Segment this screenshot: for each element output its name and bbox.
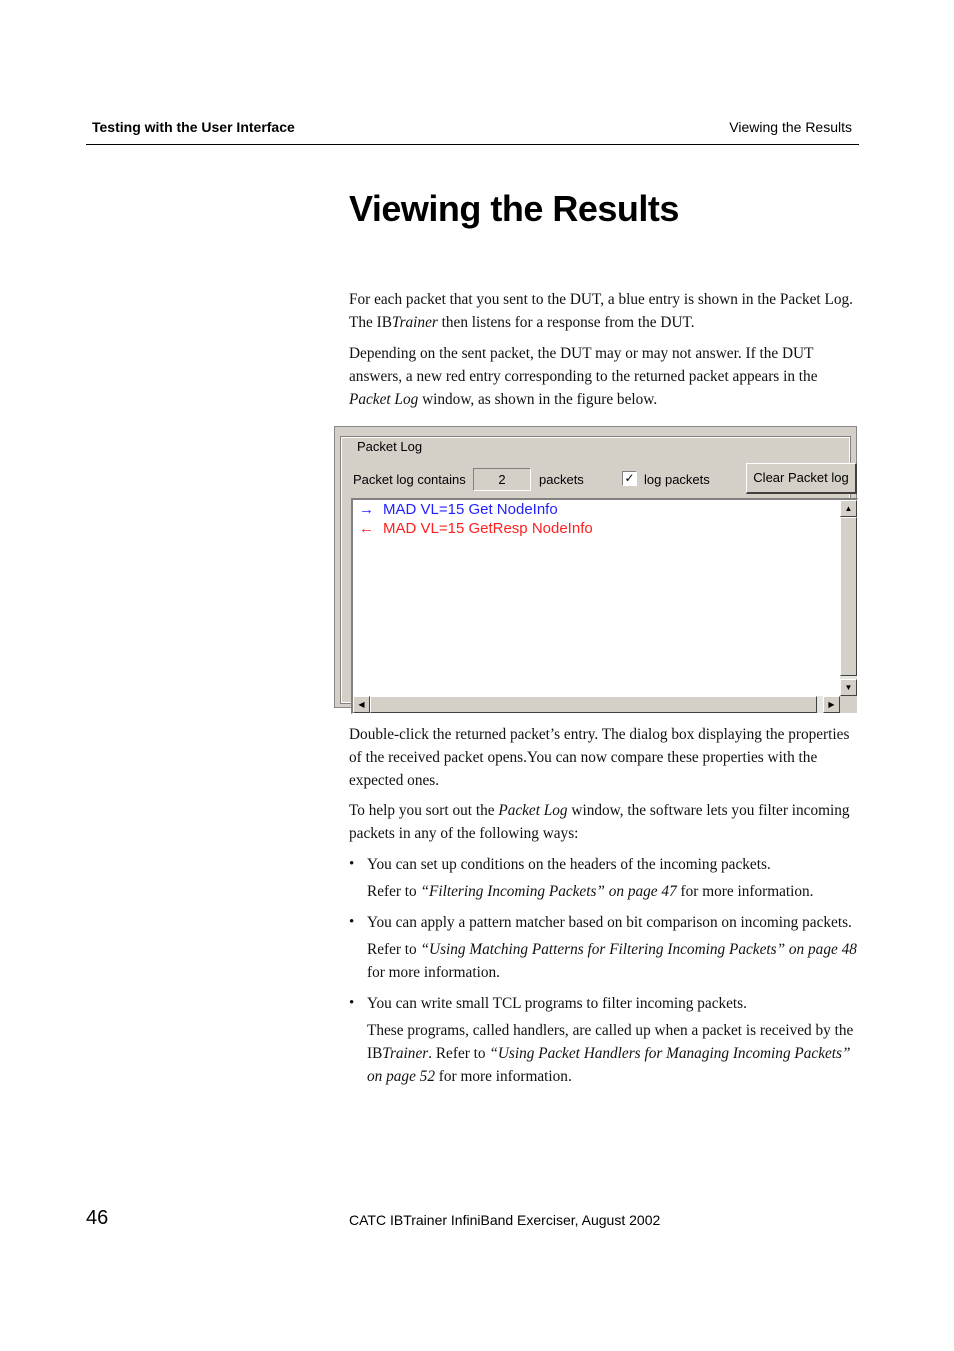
list-item: • You can set up conditions on the headers of the incoming packets. Refer to “Filtering Incoming Packets” on page 47 for more information. (349, 853, 859, 903)
log-entry-text: MAD VL=15 Get NodeInfo (383, 501, 558, 518)
scroll-down-icon[interactable]: ▼ (840, 679, 857, 696)
packet-log-screenshot (334, 426, 857, 708)
page-number: 46 (86, 1207, 109, 1229)
vertical-scrollbar[interactable] (840, 500, 857, 696)
packet-log-groupbox (341, 437, 853, 709)
paragraph-2: Depending on the sent packet, the DUT may or may not answer. If the DUT answers, a new red entry corresponding to the returned packet appears in the Packet Log window, as shown in the figure below. (349, 345, 818, 408)
list-item: • You can write small TCL programs to filter incoming packets. These programs, called handlers, are called up when a packet is received by the IBTrainer. Refer to “Using Packet Handlers for Managing Incoming Packets” on page 52 for more information. (349, 992, 859, 1088)
bullet-marker: • (349, 995, 355, 1011)
log-packets-checkbox[interactable]: ✓ (622, 471, 637, 486)
paragraph-4: To help you sort out the Packet Log window, the software lets you filter incoming packets in any of the following ways: (349, 802, 850, 842)
header-rule (86, 144, 859, 145)
horizontal-scrollbar[interactable] (353, 696, 840, 713)
packet-log-list[interactable] (351, 498, 858, 714)
vertical-scroll-thumb[interactable] (840, 517, 857, 676)
list-item[interactable] (359, 501, 558, 518)
packet-count-label: Packet log contains (353, 472, 466, 487)
bullet-marker: • (349, 914, 355, 930)
list-item[interactable] (359, 520, 593, 537)
page-title: Viewing the Results (349, 188, 679, 229)
arrow-left-icon: ← (359, 520, 374, 537)
cross-reference-link[interactable]: “Filtering Incoming Packets” on page 47 (420, 883, 677, 900)
log-entry-text: MAD VL=15 GetResp NodeInfo (383, 520, 593, 537)
packet-count-field: 2 (473, 468, 531, 491)
scroll-up-icon[interactable]: ▲ (840, 500, 857, 517)
scroll-corner (840, 696, 857, 713)
running-header-section: Testing with the User Interface (92, 119, 295, 135)
bullet-marker: • (349, 856, 355, 872)
running-header-topic: Viewing the Results (729, 119, 852, 135)
log-packets-label[interactable]: log packets (644, 472, 710, 487)
cross-reference-link[interactable]: “Using Matching Patterns for Filtering Incoming Packets” on page 48 (420, 941, 857, 958)
cross-reference-link[interactable]: “Using Packet Handlers for Managing Incoming Packets” on page 52 (367, 1045, 851, 1085)
scroll-left-icon[interactable]: ◀ (353, 696, 370, 713)
clear-packet-log-button[interactable]: Clear Packet log (746, 463, 857, 494)
packets-unit-label: packets (539, 472, 584, 487)
filter-methods-list (349, 853, 859, 1096)
paragraph-3: Double-click the returned packet’s entry. The dialog box displaying the properties of the received packet opens.You can now compare these properties with the expected ones. (349, 726, 850, 789)
paragraph-1: For each packet that you sent to the DUT, a blue entry is shown in the Packet Log. The IBTrainer then listens for a response from the DUT. (349, 291, 853, 331)
footer-publication: CATC IBTrainer InfiniBand Exerciser, August 2002 (349, 1212, 661, 1228)
scroll-right-icon[interactable]: ▶ (823, 696, 840, 713)
list-item: • You can apply a pattern matcher based on bit comparison on incoming packets. Refer to “Using Matching Patterns for Filtering Incoming Packets” on page 48 for more information. (349, 911, 859, 984)
horizontal-scroll-thumb[interactable] (370, 696, 817, 713)
arrow-right-icon: → (359, 501, 374, 518)
packet-log-group-title: Packet Log (354, 439, 425, 454)
